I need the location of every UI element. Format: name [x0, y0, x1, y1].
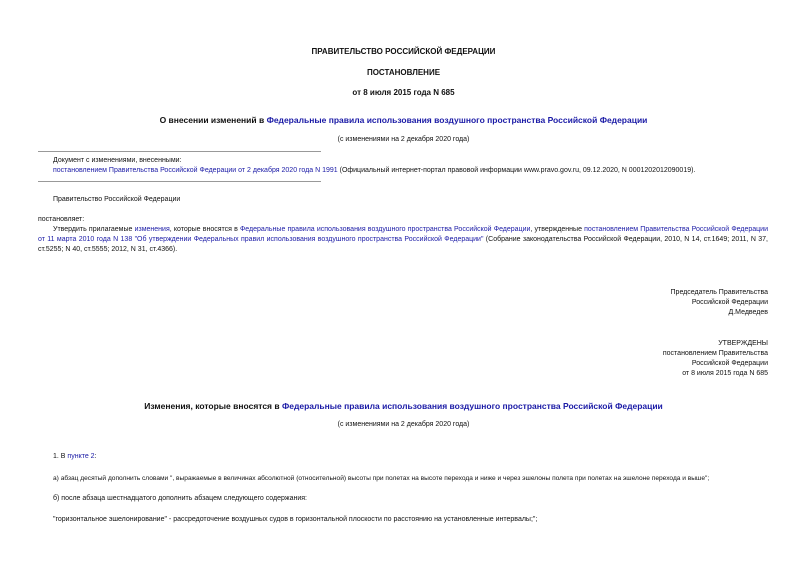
changes-link[interactable]: изменения	[134, 226, 170, 233]
signature-name: Д.Медведев	[728, 309, 768, 316]
document-date-number: от 8 июля 2015 года N 685	[352, 88, 455, 97]
approval-line: Российской Федерации	[691, 360, 768, 367]
item-b: б) после абзаца шестнадцатого дополнить абзацем следующего содержания:	[53, 495, 307, 502]
item-1	[53, 452, 97, 461]
point-2-link[interactable]: пункте 2	[67, 453, 95, 460]
government-heading: ПРАВИТЕЛЬСТВО РОССИЙСКОЙ ФЕДЕРАЦИИ	[311, 47, 496, 56]
changes-amendment-note: (с изменениями на 2 декабря 2020 года)	[337, 421, 470, 428]
government-line: Правительство Российской Федерации	[53, 196, 181, 203]
item-a: а) абзац десятый дополнить словами ", выражаемые в величинах абсолютной (относительной) высоты при полетах на высоте перехода и ниже и через эшелоны полета при полетах на эшелоне перехода и выше";	[53, 475, 710, 482]
item-1-suffix: :	[94, 453, 97, 460]
changes-title-link[interactable]: Федеральные правила использования воздушного пространства Российской Федерации	[281, 401, 663, 411]
approval-block	[663, 339, 768, 379]
paragraph-text: , утвержденные	[530, 226, 585, 233]
paragraph-text: , которые вносятся в	[169, 226, 240, 233]
paragraph-text: (Собрание законодательства Российской Федерации, 2010, N 14, ст.1649; 2011, N 37, ст.5255; N 40, ст.5555; 2012, N 31, ст.4366).	[38, 236, 768, 253]
approval-title: УТВЕРЖДЕНЫ	[718, 340, 768, 347]
changes-label: Документ с изменениями, внесенными:	[53, 157, 182, 164]
federal-rules-link[interactable]: Федеральные правила использования воздушного пространства Российской Федерации	[239, 226, 531, 233]
title-rules-link[interactable]: Федеральные правила использования воздушного пространства Российской Федерации	[266, 115, 648, 125]
item-1-prefix: 1. В	[53, 453, 68, 460]
paragraph-text: Утвердить прилагаемые	[53, 226, 135, 233]
approval-line: постановлением Правительства	[662, 350, 768, 357]
amendment-note: (с изменениями на 2 декабря 2020 года)	[337, 136, 470, 143]
signature-country: Российской Федерации	[691, 299, 768, 306]
changes-section-title	[0, 401, 807, 411]
document-title-prefix: О внесении изменений в	[159, 115, 267, 125]
resolves-text: постановляет:	[38, 216, 85, 223]
divider	[38, 181, 321, 182]
signature-position: Председатель Правительства	[670, 289, 768, 296]
decree-138-link[interactable]: постановлением Правительства Российской Федерации от 11 марта 2010 года N 138 "Об утверждении Федеральных правил использования воздушного пространства Российской Федерации"	[38, 226, 768, 243]
changes-source: (Официальный интернет-портал правовой информации www.pravo.gov.ru, 09.12.2020, N 0001202012090019).	[337, 167, 696, 174]
document-title	[0, 115, 807, 125]
approval-date: от 8 июля 2015 года N 685	[682, 370, 768, 377]
changes-title-prefix: Изменения, которые вносятся в	[144, 401, 282, 411]
signature-block	[671, 288, 768, 318]
item-quote: "горизонтальное эшелонирование" - рассредоточение воздушных судов в горизонтальной плоскости по расстоянию на установленные интервалы;";	[53, 516, 538, 523]
amending-decree-link[interactable]: постановлением Правительства Российской Федерации от 2 декабря 2020 года N 1991	[53, 167, 338, 174]
resolution-paragraph	[38, 225, 768, 255]
changes-line	[53, 166, 695, 175]
divider	[38, 151, 321, 152]
document-type: ПОСТАНОВЛЕНИЕ	[366, 68, 441, 77]
